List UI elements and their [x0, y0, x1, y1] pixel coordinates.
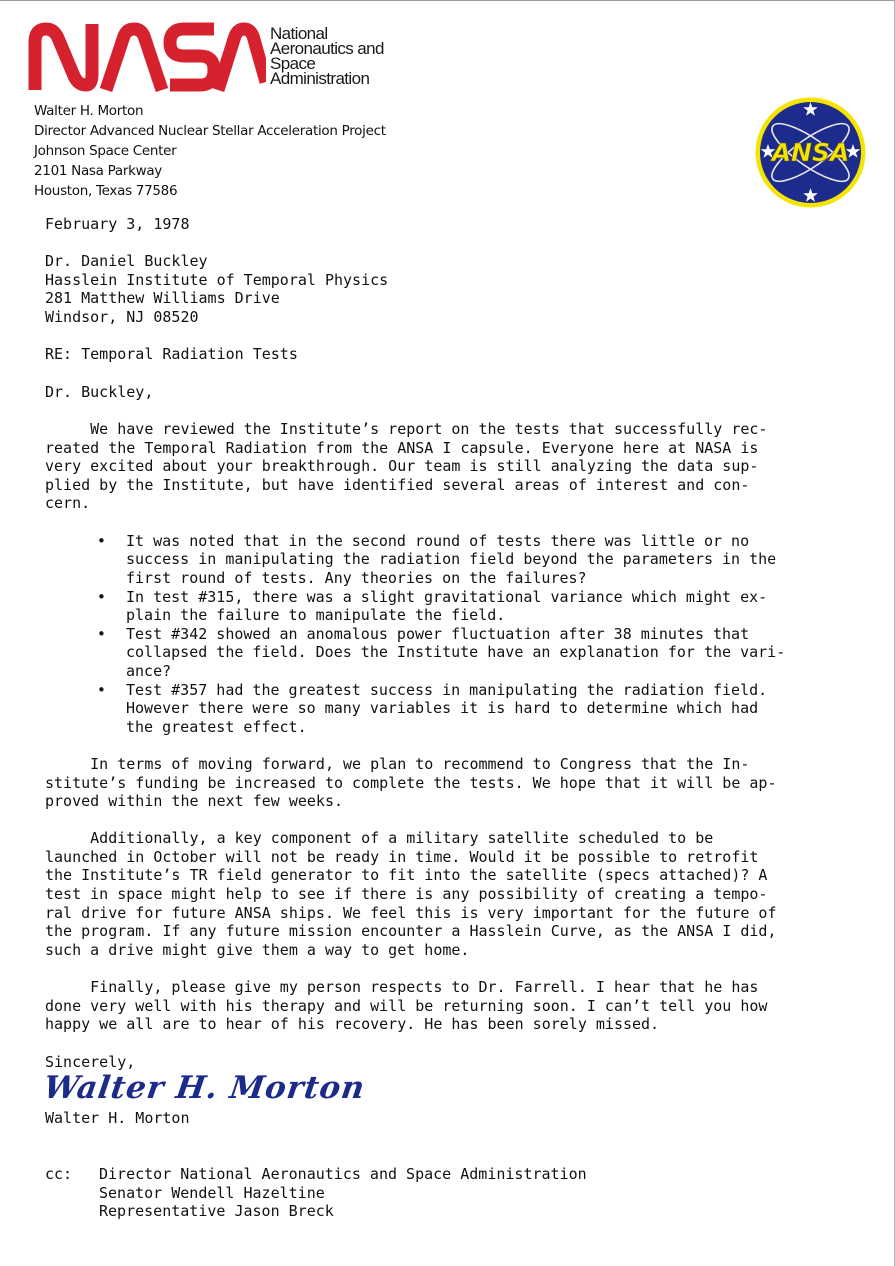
- recipient-line: Windsor, NJ 08520: [45, 308, 199, 326]
- paragraph-line: cern.: [45, 494, 91, 512]
- sender-address: [34, 101, 386, 201]
- closing: Sincerely,: [45, 1053, 136, 1071]
- sender-line: Walter H. Morton: [34, 103, 144, 119]
- cc-recipient: Representative Jason Breck: [99, 1202, 334, 1220]
- bullet-line: In test #315, there was a slight gravitational variance which might ex-: [126, 588, 768, 606]
- paragraph-line: launched in October will not be ready in time. Would it be possible to retrofit: [45, 848, 759, 866]
- sender-line: Houston, Texas 77586: [34, 183, 178, 199]
- agency-line: Space: [270, 54, 316, 73]
- cc-label: cc:: [45, 1165, 73, 1183]
- bullet-line: Test #342 showed an anomalous power fluctuation after 38 minutes that: [126, 625, 750, 643]
- bullet-line: success in manipulating the radiation field beyond the parameters in the: [126, 550, 777, 568]
- paragraph-line: the program. If any future mission encounter a Hasslein Curve, as the ANSA I did,: [45, 922, 777, 940]
- bullet-line: Test #357 had the greatest success in manipulating the radiation field.: [126, 681, 768, 699]
- sender-line: Director Advanced Nuclear Stellar Acceleration Project: [34, 123, 386, 139]
- paragraph-line: plied by the Institute, but have identified several areas of interest and con-: [45, 476, 750, 494]
- recipient-line: Hasslein Institute of Temporal Physics: [45, 271, 389, 289]
- emblem-label: ANSA: [771, 138, 850, 167]
- letter-date: February 3, 1978: [45, 215, 190, 233]
- paragraph-line: done very well with his therapy and will be returning soon. I can’t tell you how: [45, 997, 768, 1015]
- paragraph-line: such a drive might give them a way to get home.: [45, 941, 470, 959]
- cc-recipient: Director National Aeronautics and Space Administration: [99, 1165, 587, 1183]
- agency-line: Aeronautics and: [270, 39, 384, 58]
- page-top-border: [0, 0, 895, 1]
- agency-line: Administration: [270, 69, 370, 88]
- bullet-line: the greatest effect.: [126, 718, 307, 736]
- recipient-line: Dr. Daniel Buckley: [45, 252, 208, 270]
- paragraph-line: Finally, please give my person respects to Dr. Farrell. I hear that he has: [45, 978, 759, 996]
- paragraph-line: We have reviewed the Institute’s report on the tests that successfully rec-: [45, 420, 768, 438]
- recipient-line: 281 Matthew Williams Drive: [45, 289, 280, 307]
- bullet-marker: •: [97, 588, 106, 606]
- salutation: Dr. Buckley,: [45, 383, 154, 401]
- cc-recipient: Senator Wendell Hazeltine: [99, 1184, 325, 1202]
- paragraph-line: Additionally, a key component of a military satellite scheduled to be: [45, 829, 714, 847]
- handwritten-signature: Walter H. Morton: [41, 1070, 368, 1106]
- bullet-line: However there were so many variables it is hard to determine which had: [126, 699, 759, 717]
- bullet-line: plain the failure to manipulate the field.: [126, 606, 506, 624]
- paragraph-line: very excited about your breakthrough. Our team is still analyzing the data sup-: [45, 457, 759, 475]
- ansa-emblem-icon: [754, 96, 867, 209]
- bullet-marker: •: [97, 532, 106, 550]
- sender-line: 2101 Nasa Parkway: [34, 163, 162, 179]
- paragraph-line: In terms of moving forward, we plan to recommend to Congress that the In-: [45, 755, 750, 773]
- bullet-line: It was noted that in the second round of tests there was little or no: [126, 532, 750, 550]
- subject-line: RE: Temporal Radiation Tests: [45, 345, 298, 363]
- bullet-marker: •: [97, 681, 106, 699]
- paragraph-line: the Institute’s TR field generator to fit into the satellite (specs attached)? A: [45, 866, 768, 884]
- sender-line: Johnson Space Center: [34, 143, 177, 159]
- paragraph-line: stitute’s funding be increased to complete the tests. We hope that it will be ap-: [45, 774, 777, 792]
- bullet-line: collapsed the field. Does the Institute have an explanation for the vari-: [126, 643, 786, 661]
- nasa-logo: [28, 22, 408, 94]
- bullet-line: ance?: [126, 662, 172, 680]
- agency-name: [270, 26, 384, 86]
- paragraph-line: ral drive for future ANSA ships. We feel this is very important for the future of: [45, 904, 777, 922]
- paragraph-line: reated the Temporal Radiation from the ANSA I capsule. Everyone here at NASA is: [45, 439, 759, 457]
- nasa-worm-logo-icon: [28, 22, 266, 92]
- agency-line: National: [270, 24, 328, 43]
- bullet-marker: •: [97, 625, 106, 643]
- bullet-line: first round of tests. Any theories on the failures?: [126, 569, 587, 587]
- paragraph-line: happy we all are to hear of his recovery. He has been sorely missed.: [45, 1015, 660, 1033]
- signature-name: Walter H. Morton: [45, 1109, 190, 1127]
- paragraph-line: test in space might help to see if there is any possibility of creating a tempo-: [45, 885, 768, 903]
- paragraph-line: proved within the next few weeks.: [45, 792, 344, 810]
